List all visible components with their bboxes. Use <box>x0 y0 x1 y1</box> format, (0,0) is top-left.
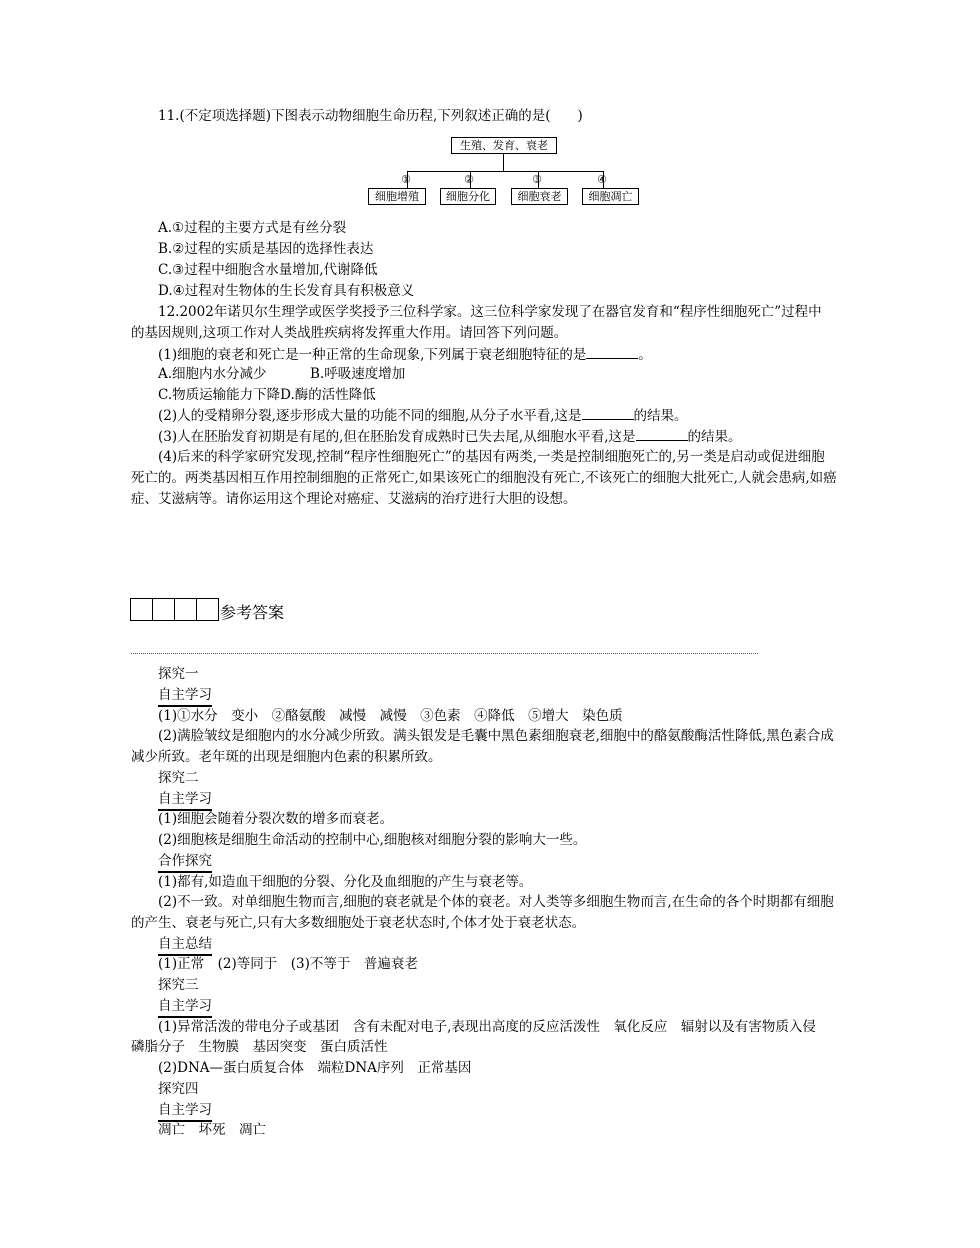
answer-1-2-line-2: 减少所致。老年斑的出现是细胞内色素的积累所致。 <box>131 749 442 765</box>
section-heading-4: 探究四 <box>158 1081 199 1097</box>
diagram-leaf-3: 细胞衰老 <box>511 188 568 205</box>
answer-blank-3[interactable] <box>636 426 688 441</box>
answer-2-3: (1)都有,如造血干细胞的分裂、分化及血细胞的产生与衰老等。 <box>158 874 533 890</box>
q12-option-b: B.呼吸速度增加 <box>310 366 406 382</box>
q12-part-1-end: 。 <box>638 347 652 363</box>
q12-part-2-end: 的结果。 <box>633 408 688 424</box>
subheading-zzxx-2: 自主学习 <box>158 789 212 811</box>
q12-part-3-text: (3)人在胚胎发育初期是有尾的,但在胚胎发育成熟时已失去尾,从细胞水平看,这是 <box>158 429 636 445</box>
diagram-num-4: ④ <box>597 173 607 186</box>
answer-1-2-line-1: (2)满脸皱纹是细胞内的水分减少所致。满头银发是毛囊中黑色素细胞衰老,细胞中的酪氨酸酶活性降低,黑色素合成 <box>158 728 834 744</box>
diagram-leaf-1: 细胞增殖 <box>368 188 426 205</box>
subheading-zzxx-4: 自主学习 <box>158 1100 212 1122</box>
q11-option-d: D.④过程对生物体的生长发育具有积极意义 <box>158 283 415 299</box>
answers-title: 参考答案 <box>220 603 285 622</box>
diagram-branch-line <box>407 171 603 172</box>
answer-3-2: (2)DNA—蛋白质复合体 端粒DNA序列 正常基因 <box>158 1060 472 1076</box>
subheading-zzxx-3: 自主学习 <box>158 996 212 1018</box>
diagram-num-3: ③ <box>532 173 542 186</box>
q12-part-2-text: (2)人的受精卵分裂,逐步形成大量的功能不同的细胞,从分子水平看,这是 <box>158 408 582 424</box>
q12-part-4-line-3: 症、艾滋病等。请你运用这个理论对癌症、艾滋病的治疗进行大胆的设想。 <box>131 491 577 507</box>
answer-2-4-line-2: 的产生、衰老与死亡,只有大多数细胞处于衰老状态时,个体才处于衰老状态。 <box>131 915 586 931</box>
q12-part-4-line-1: (4)后来的科学家研究发现,控制“程序性细胞死亡”的基因有两类,一类是控制细胞死亡的,另一类是启动或促进细胞 <box>158 449 825 465</box>
subheading-hztj: 合作探究 <box>158 851 212 873</box>
answer-blank-1[interactable] <box>586 344 638 359</box>
answer-2-2: (2)细胞核是细胞生命活动的控制中心,细胞核对细胞分裂的影响大一些。 <box>158 832 587 848</box>
diagram-num-1: ① <box>401 173 411 186</box>
section-heading-2: 探究二 <box>158 770 199 786</box>
answer-blank-2[interactable] <box>582 405 634 420</box>
title-box-2 <box>152 598 175 621</box>
q12-option-cd: C.物质运输能力下降D.酶的活性降低 <box>158 387 376 403</box>
q12-part-2 <box>158 405 853 426</box>
title-box-4 <box>196 598 219 621</box>
q12-part-3 <box>158 426 853 447</box>
dotted-divider <box>131 653 758 654</box>
answer-3-1-line-2: 磷脂分子 生物膜 基因突变 蛋白质活性 <box>131 1039 388 1055</box>
title-box-1 <box>130 598 153 621</box>
q11-option-a: A.①过程的主要方式是有丝分裂 <box>158 220 347 236</box>
q12-options-ab <box>158 364 853 384</box>
subheading-zzzj: 自主总结 <box>158 934 212 956</box>
answer-2-5: (1)正常 (2)等同于 (3)不等于 普遍衰老 <box>158 956 418 972</box>
answer-3-1-line-1: (1)异常活泼的带电分子或基团 含有未配对电子,表现出高度的反应活泼性 氧化反应 辐射以及有害物质入侵 <box>158 1019 816 1035</box>
q12-part-1 <box>158 344 853 365</box>
q12-part-4-line-2: 死亡的。两类基因相互作用控制细胞的正常死亡,如果该死亡的细胞没有死亡,不该死亡的细胞大批死亡,人就会患病,如癌 <box>131 470 837 486</box>
answer-1-1: (1)①水分 变小 ②酪氨酸 减慢 减慢 ③色素 ④降低 ⑤增大 染色质 <box>158 708 623 724</box>
diagram-root-box: 生殖、发育、衰老 <box>451 137 557 154</box>
q12-part-1-text: (1)细胞的衰老和死亡是一种正常的生命现象,下列属于衰老细胞特征的是 <box>158 347 587 363</box>
diagram-num-2: ② <box>464 173 474 186</box>
section-heading-3: 探究三 <box>158 977 199 993</box>
section-heading-1: 探究一 <box>158 666 199 682</box>
q12-part-3-end: 的结果。 <box>687 429 742 445</box>
answer-2-4-line-1: (2)不一致。对单细胞生物而言,细胞的衰老就是个体的衰老。对人类等多细胞生物而言,在生命的各个时期都有细胞 <box>158 894 834 910</box>
title-box-3 <box>174 598 197 621</box>
q12-intro-line-1: 12.2002年诺贝尔生理学或医学奖授予三位科学家。这三位科学家发现了在器官发育和“程序性细胞死亡”过程中 <box>158 304 822 320</box>
q11-stem: 11.(不定项选择题)下图表示动物细胞生命历程,下列叙述正确的是( ) <box>158 108 583 124</box>
diagram-trunk-line <box>503 154 504 171</box>
diagram-leaf-4: 细胞凋亡 <box>582 188 639 205</box>
subheading-zzxx-1: 自主学习 <box>158 685 212 707</box>
answer-4-1: 凋亡 坏死 凋亡 <box>158 1122 266 1138</box>
diagram-leaf-2: 细胞分化 <box>440 188 496 205</box>
q11-option-b: B.②过程的实质是基因的选择性表达 <box>158 241 374 257</box>
answer-2-1: (1)细胞会随着分裂次数的增多而衰老。 <box>158 811 394 827</box>
q11-option-c: C.③过程中细胞含水量增加,代谢降低 <box>158 262 378 278</box>
q12-intro-line-2: 的基因规则,这项工作对人类战胜疾病将发挥重大作用。请回答下列问题。 <box>131 325 568 341</box>
q12-option-a: A.细胞内水分减少 <box>158 366 267 382</box>
